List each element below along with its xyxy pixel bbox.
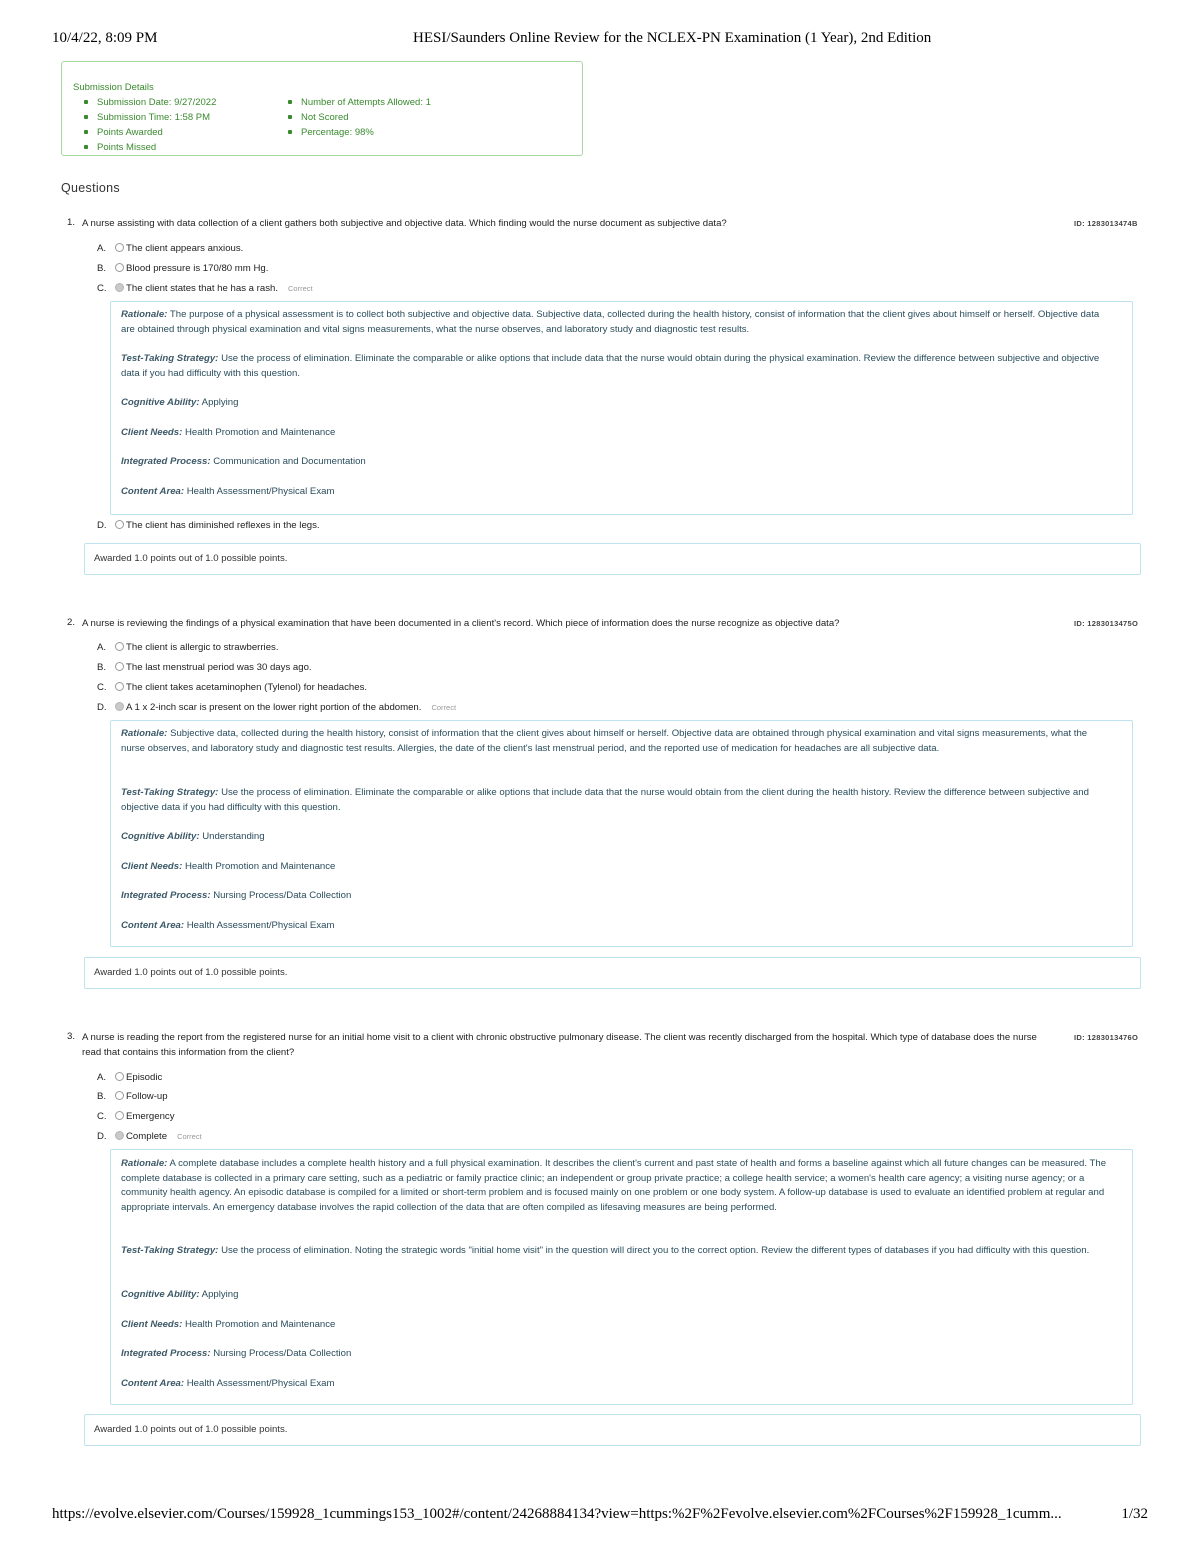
- cognitive-label: Cognitive Ability:: [121, 1289, 200, 1300]
- process-text: Nursing Process/Data Collection: [213, 890, 352, 901]
- option-text: The client has diminished reflexes in the legs.: [126, 520, 320, 531]
- radio-icon[interactable]: [115, 520, 124, 529]
- content-area-label: Content Area:: [121, 486, 185, 497]
- cognitive-text: Applying: [201, 397, 239, 408]
- submission-details: [61, 61, 583, 156]
- radio-icon[interactable]: [115, 662, 124, 671]
- radio-icon[interactable]: [115, 243, 124, 252]
- question-number: 1.: [67, 217, 76, 228]
- questions-heading: Questions: [61, 181, 120, 195]
- print-header: [0, 30, 1200, 50]
- option-c[interactable]: C. The client takes acetaminophen (Tylenol) for headaches.: [97, 682, 368, 693]
- rationale-text: The purpose of a physical assessment is to collect both subjective and objective data. Subjective data, collected during the health history, consist of information that the client gives about himself or herself. Objective data are obtained through physical examination and vital signs measurements, what the nurse observes, and laboratory study and diagnostic test results.: [121, 309, 1100, 335]
- page-number: 1/32: [1121, 1506, 1148, 1522]
- option-c[interactable]: C. Emergency: [97, 1111, 175, 1122]
- points-missed: Points Missed: [84, 140, 216, 155]
- question-number: 3.: [67, 1031, 76, 1042]
- question-number: 2.: [67, 617, 76, 628]
- rationale-label: Rationale:: [121, 728, 168, 739]
- submission-details-list-left: [84, 95, 216, 155]
- rationale-box: [110, 1149, 1133, 1405]
- question-stem: A nurse is reading the report from the registered nurse for an initial home visit to a client with chronic obstructive pulmonary disease. The client was recently discharged from the hospital. Which type of database does the nurse read that contains this information from the client?: [82, 1032, 1037, 1058]
- option-d[interactable]: D. A 1 x 2-inch scar is present on the lower right portion of the abdomen. Correct: [97, 702, 457, 713]
- rationale-text: A complete database includes a complete health history and a full physical examination. It describes the client's current and past state of health and forms a baseline against which all future changes can be measured. The complete database is collected in a primary care setting, such as a pediatric or family practice clinic; an independent or group private practice; a college health service; a women's health care agency; a visiting nurse agency; or a community health agency. An episodic database is compiled for a limited or short-term problem and is focused mainly on one problem or one body system. A follow-up database is used to evaluate an identified problem at regular and appropriate intervals. An emergency database involves the rapid collection of the data that are often compiled as lifesaving measures are being performed.: [121, 1158, 1107, 1213]
- option-a[interactable]: A. The client is allergic to strawberries.: [97, 642, 279, 653]
- option-d[interactable]: D. Complete Correct: [97, 1131, 202, 1142]
- rationale-text: Subjective data, collected during the health history, consist of information that the client gives about himself or herself. Objective data are obtained through physical examination and vital signs measurements, what the nurse observes, and laboratory study and diagnostic test results. Allergies, the date of the client's last menstrual period, and the reported use of medication for headaches are all subjective data.: [121, 728, 1088, 754]
- process-label: Integrated Process:: [121, 1348, 211, 1359]
- strategy-text: Use the process of elimination. Noting the strategic words "initial home visit" in the question will direct you to the correct option. Review the different types of databases if you had difficulty with this question.: [221, 1245, 1090, 1256]
- radio-icon[interactable]: [115, 1111, 124, 1120]
- option-text: Blood pressure is 170/80 mm Hg.: [126, 263, 269, 274]
- option-text: Follow-up: [126, 1091, 168, 1102]
- option-text: Episodic: [126, 1072, 163, 1083]
- cognitive-text: Understanding: [202, 831, 265, 842]
- option-a[interactable]: A. Episodic: [97, 1072, 163, 1083]
- content-area-text: Health Assessment/Physical Exam: [186, 1378, 335, 1389]
- radio-selected-icon[interactable]: [115, 1131, 124, 1140]
- radio-icon[interactable]: [115, 642, 124, 651]
- rationale-label: Rationale:: [121, 309, 168, 320]
- rationale-label: Rationale:: [121, 1158, 168, 1169]
- radio-icon[interactable]: [115, 682, 124, 691]
- radio-icon[interactable]: [115, 263, 124, 272]
- rationale-box: [110, 301, 1133, 515]
- awarded-points: Awarded 1.0 points out of 1.0 possible points.: [84, 1414, 1141, 1446]
- option-text: Complete: [126, 1131, 168, 1142]
- process-label: Integrated Process:: [121, 456, 211, 467]
- submission-date: Submission Date: 9/27/2022: [84, 95, 216, 110]
- radio-selected-icon[interactable]: [115, 283, 124, 292]
- submission-details-list-right: [288, 95, 431, 140]
- radio-selected-icon[interactable]: [115, 702, 124, 711]
- option-text: Emergency: [126, 1111, 175, 1122]
- question-id: ID: 1283013476O: [1074, 1033, 1139, 1042]
- correct-label: Correct: [288, 284, 313, 293]
- print-title: HESI/Saunders Online Review for the NCLEX-PN Examination (1 Year), 2nd Edition: [413, 30, 932, 46]
- question-id: ID: 1283013475O: [1074, 619, 1139, 628]
- process-text: Nursing Process/Data Collection: [213, 1348, 352, 1359]
- option-b[interactable]: B. Follow-up: [97, 1091, 168, 1102]
- process-label: Integrated Process:: [121, 890, 211, 901]
- content-area-text: Health Assessment/Physical Exam: [186, 920, 335, 931]
- option-text: A 1 x 2-inch scar is present on the lower right portion of the abdomen.: [126, 702, 422, 713]
- client-needs-text: Health Promotion and Maintenance: [184, 427, 336, 438]
- option-text: The client states that he has a rash.: [126, 283, 278, 294]
- strategy-text: Use the process of elimination. Eliminate the comparable or alike options that include data that the nurse would obtain during the physical examination. Review the difference between subjective and objective data if you had difficulty with this question.: [121, 353, 1100, 379]
- question-id: ID: 1283013474B: [1074, 219, 1138, 228]
- strategy-label: Test-Taking Strategy:: [121, 1245, 219, 1256]
- print-datetime: 10/4/22, 8:09 PM: [52, 30, 158, 46]
- cognitive-label: Cognitive Ability:: [121, 831, 200, 842]
- option-d[interactable]: D. The client has diminished reflexes in the legs.: [97, 520, 320, 531]
- option-b[interactable]: B. Blood pressure is 170/80 mm Hg.: [97, 263, 269, 274]
- not-scored: Not Scored: [288, 110, 431, 125]
- option-text: The client appears anxious.: [126, 243, 244, 254]
- option-text: The client takes acetaminophen (Tylenol) for headaches.: [126, 682, 368, 693]
- correct-label: Correct: [431, 703, 457, 712]
- awarded-points: Awarded 1.0 points out of 1.0 possible points.: [84, 957, 1141, 989]
- client-needs-text: Health Promotion and Maintenance: [184, 1319, 336, 1330]
- attempts-allowed: Number of Attempts Allowed: 1: [288, 95, 431, 110]
- option-b[interactable]: B. The last menstrual period was 30 days ago.: [97, 662, 312, 673]
- correct-label: Correct: [177, 1132, 202, 1141]
- process-text: Communication and Documentation: [213, 456, 366, 467]
- option-a[interactable]: A. The client appears anxious.: [97, 243, 244, 254]
- option-c[interactable]: C. The client states that he has a rash. Correct: [97, 283, 313, 294]
- question-stem: A nurse is reviewing the findings of a physical examination that have been documented in a client's record. Which piece of information does the nurse recognize as objective data?: [82, 618, 840, 629]
- question-stem: A nurse assisting with data collection of a client gathers both subjective and objective data. Which finding would the nurse document as subjective data?: [82, 218, 727, 229]
- strategy-label: Test-Taking Strategy:: [121, 353, 219, 364]
- option-text: The last menstrual period was 30 days ago.: [126, 662, 312, 673]
- client-needs-text: Health Promotion and Maintenance: [184, 861, 336, 872]
- submission-time: Submission Time: 1:58 PM: [84, 110, 216, 125]
- rationale-box: [110, 720, 1133, 947]
- content-area-label: Content Area:: [121, 920, 185, 931]
- print-url: https://evolve.elsevier.com/Courses/159928_1cummings153_1002#/content/24268884134?view=https:%2F%2Fevolve.elsevier.com%2FCourses%2F159928_1cumm...: [52, 1506, 1062, 1522]
- content-area-label: Content Area:: [121, 1378, 185, 1389]
- submission-details-title: Submission Details: [73, 82, 154, 93]
- client-needs-label: Client Needs:: [121, 861, 183, 872]
- client-needs-label: Client Needs:: [121, 427, 183, 438]
- cognitive-text: Applying: [201, 1289, 239, 1300]
- strategy-label: Test-Taking Strategy:: [121, 787, 219, 798]
- strategy-text: Use the process of elimination. Eliminate the comparable or alike options that include data that the nurse would obtain from the client during the health history. Review the difference between subjective and objective data if you had difficulty with this question.: [121, 787, 1089, 813]
- content-area-text: Health Assessment/Physical Exam: [186, 486, 335, 497]
- radio-icon[interactable]: [115, 1091, 124, 1100]
- cognitive-label: Cognitive Ability:: [121, 397, 200, 408]
- print-footer: [0, 1506, 1200, 1526]
- percentage: Percentage: 98%: [288, 125, 431, 140]
- radio-icon[interactable]: [115, 1072, 124, 1081]
- client-needs-label: Client Needs:: [121, 1319, 183, 1330]
- option-text: The client is allergic to strawberries.: [126, 642, 279, 653]
- awarded-points: Awarded 1.0 points out of 1.0 possible points.: [84, 543, 1141, 575]
- points-awarded: Points Awarded: [84, 125, 216, 140]
